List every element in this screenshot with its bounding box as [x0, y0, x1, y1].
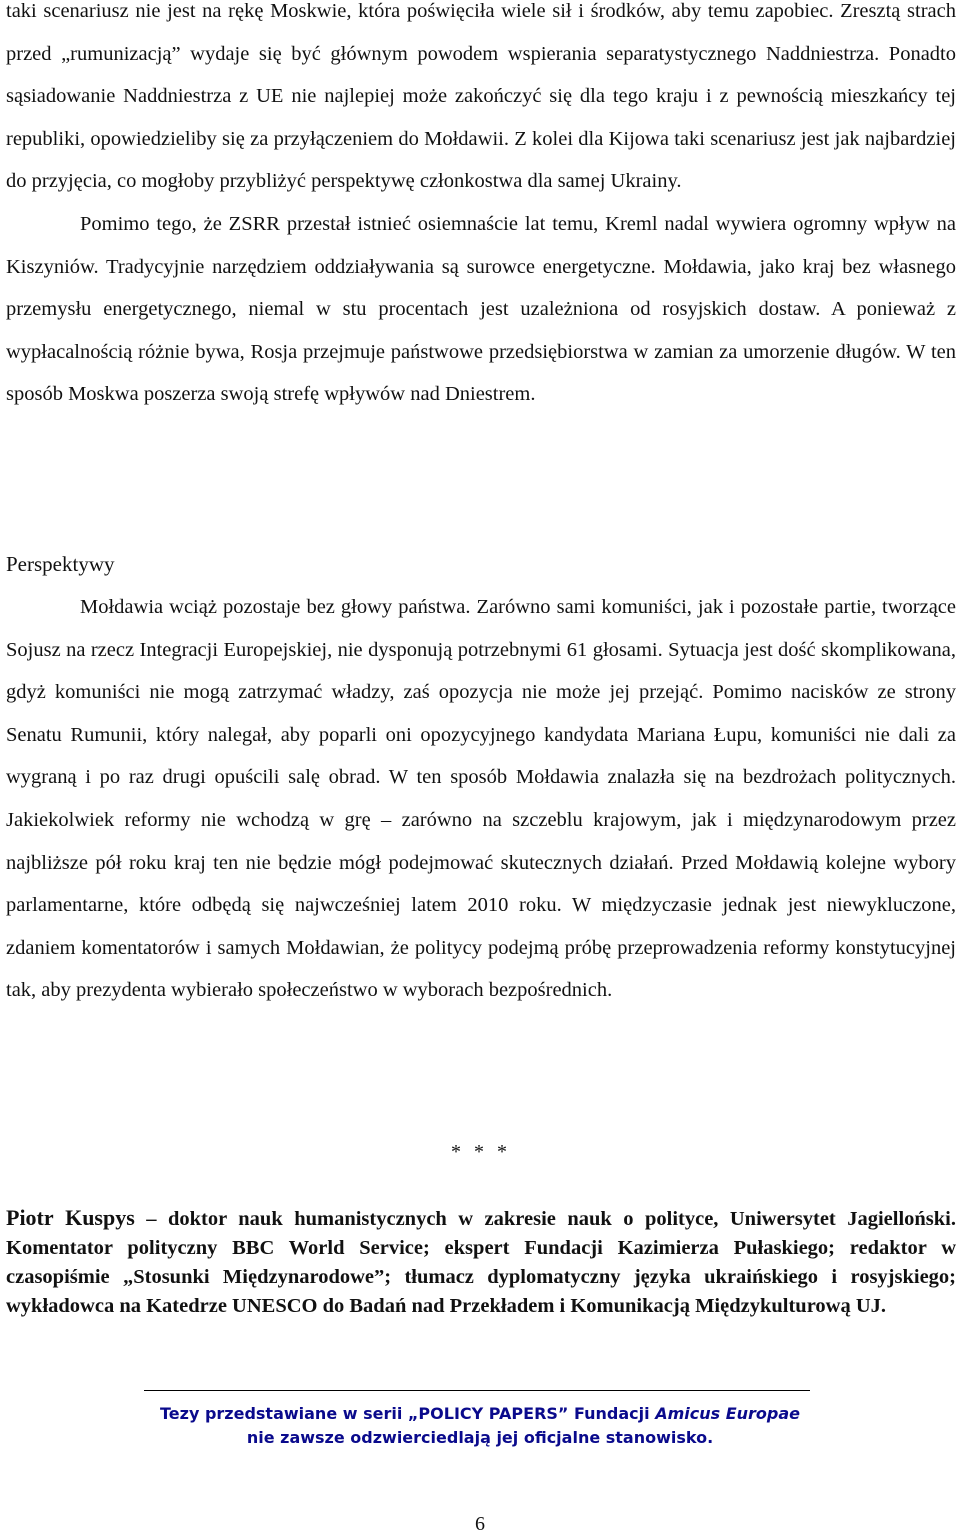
author-name: Piotr Kuspys	[6, 1205, 135, 1230]
footer-series-text: Tezy przedstawiane w serii „POLICY PAPERS” Fundacji	[159, 1404, 656, 1423]
footer-divider	[144, 1390, 810, 1391]
section-intro	[6, 0, 956, 416]
page-number: 6	[475, 1513, 485, 1535]
footer-line-2: nie zawsze odzwierciedlają jej oficjalne stanowisko.	[246, 1428, 714, 1447]
section-perspectives	[6, 586, 956, 1012]
author-description: doktor nauk humanistycznych w zakresie nauk o polityce, Uniwersytet Jagielloński. Komentator polityczny BBC World Service; ekspert Fundacji Kazimierza Pułaskiego; redaktor w czasopiśmie „Stosunki Międzynarodowe”; tłumacz dyplomatyczny języka ukraińskiego i rosyjskiego; wykładowca na Katedrze UNESCO do Badań nad Przekładem i Komunikacją Międzykulturową UJ.	[6, 1208, 957, 1317]
footer-disclaimer	[0, 1402, 960, 1450]
author-bio	[6, 1203, 956, 1321]
body-paragraph: Pomimo tego, że ZSRR przestał istnieć osiemnaście lat temu, Kreml nadal wywiera ogromny wpływ na Kiszyniów. Tradycyjnie narzędziem oddziaływania są surowce energetyczne. Mołdawia, jako kraj bez własnego przemysłu energetycznego, niemal w stu procentach jest uzależniona od rosyjskich dostaw. A ponieważ z wypłacalnością różnie bywa, Rosja przejmuje państwowe przedsiębiorstwa w zamian za umorzenie długów. W ten sposób Moskwa poszerza swoją strefę wpływów nad Dniestrem.	[6, 212, 956, 406]
body-paragraph: taki scenariusz nie jest na rękę Moskwie, która poświęciła wiele sił i środków, aby temu zapobiec. Zresztą strach przed „rumunizacją” wydaje się być głównym powodem wspierania separatystycznego Naddniestrza. Ponadto sąsiadowanie Naddniestrza z UE nie najlepiej może zakończyć się dla tego kraju i z pewnością mieszkańcy tej republiki, opowiedzieliby się za przyłączeniem do Mołdawii. Z kolei dla Kijowa taki scenariusz jest jak najbardziej do przyjęcia, co mogłoby przybliżyć perspektywę członkostwa dla samej Ukrainy.	[6, 0, 956, 193]
document-page	[6, 0, 956, 1537]
author-dash: –	[134, 1208, 168, 1230]
section-heading: Perspektywy	[6, 552, 115, 576]
foundation-name: Amicus Europae	[655, 1404, 801, 1423]
section-separator: * * *	[451, 1141, 511, 1163]
body-paragraph: Mołdawia wciąż pozostaje bez głowy państwa. Zarówno sami komuniści, jak i pozostałe partie, tworzące Sojusz na rzecz Integracji Europejskiej, nie dysponują potrzebnymi 61 głosami. Sytuacja jest dość skomplikowana, gdyż komuniści nie mogą zatrzymać władzy, zaś opozycja nie może jej przejąć. Pomimo nacisków ze strony Senatu Rumunii, który nalegał, aby poparli oni opozycyjnego kandydata Mariana Łupu, komuniści nie dali za wygraną i po raz drugi opuścili salę obrad. W ten sposób Mołdawia znalazła się na bezdrożach politycznych. Jakiekolwiek reformy nie wchodzą w grę – zarówno na szczeblu krajowym, jak i międzynarodowym przez najbliższe pół roku kraj ten nie będzie mógł podejmować skutecznych działań. Przed Mołdawią kolejne wybory parlamentarne, które odbędą się najwcześniej latem 2010 roku. W międzyczasie jednak jest niewykluczone, zdaniem komentatorów i samych Mołdawian, że politycy podejmą próbę przeprowadzenia reformy konstytucyjnej tak, aby prezydenta wybierało społeczeństwo w wyborach bezpośrednich.	[6, 596, 956, 1002]
footer-line-1	[0, 1402, 960, 1426]
